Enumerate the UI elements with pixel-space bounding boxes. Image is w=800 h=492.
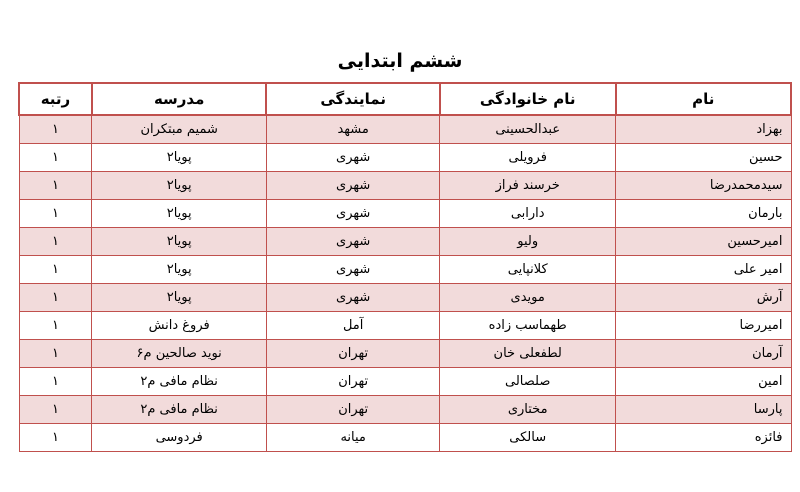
table-row — [19, 171, 791, 199]
cell-city: تهران — [266, 367, 439, 395]
cell-family: خرسند فراز — [440, 171, 616, 199]
cell-name: پارسا — [616, 395, 791, 423]
header-rank: رتبه — [19, 83, 92, 115]
table-row — [19, 199, 791, 227]
page-title: ششم ابتدایی — [337, 50, 463, 72]
table-body — [19, 115, 791, 451]
cell-city: شهری — [266, 227, 439, 255]
table-row — [19, 367, 791, 395]
cell-name: سیدمحمدرضا — [616, 171, 791, 199]
cell-family: لطفعلی خان — [440, 339, 616, 367]
cell-school: پویا۲ — [92, 283, 267, 311]
cell-school: نوید صالحین م۶ — [92, 339, 267, 367]
cell-rank: ۱ — [19, 143, 92, 171]
header-family: نام خانوادگی — [440, 83, 616, 115]
header-name: نام — [616, 83, 791, 115]
cell-rank: ۱ — [19, 395, 92, 423]
cell-family: کلانپایی — [440, 255, 616, 283]
table-row — [19, 283, 791, 311]
cell-name: امین — [616, 367, 791, 395]
cell-school: پویا۲ — [92, 143, 267, 171]
cell-rank: ۱ — [19, 227, 92, 255]
cell-city: مشهد — [266, 115, 439, 143]
cell-city: شهری — [266, 143, 439, 171]
table-row — [19, 339, 791, 367]
cell-name: امیرحسین — [616, 227, 791, 255]
cell-city: آمل — [266, 311, 439, 339]
cell-school: فردوسی — [92, 423, 267, 451]
cell-family: سالکی — [440, 423, 616, 451]
header-school: مدرسه — [92, 83, 267, 115]
cell-rank: ۱ — [19, 199, 92, 227]
table-header-row — [19, 83, 791, 115]
cell-rank: ۱ — [19, 171, 92, 199]
table-row — [19, 395, 791, 423]
cell-rank: ۱ — [19, 283, 92, 311]
cell-family: فرویلی — [440, 143, 616, 171]
cell-name: امیررضا — [616, 311, 791, 339]
cell-name: حسین — [616, 143, 791, 171]
cell-family: عبدالحسینی — [440, 115, 616, 143]
cell-school: پویا۲ — [92, 255, 267, 283]
results-table — [18, 82, 792, 452]
cell-city: شهری — [266, 199, 439, 227]
cell-city: تهران — [266, 339, 439, 367]
cell-rank: ۱ — [19, 423, 92, 451]
cell-family: مویدی — [440, 283, 616, 311]
cell-school: پویا۲ — [92, 171, 267, 199]
cell-city: شهری — [266, 255, 439, 283]
cell-rank: ۱ — [19, 115, 92, 143]
cell-family: دارابی — [440, 199, 616, 227]
cell-school: شمیم مبتکران — [92, 115, 267, 143]
cell-name: بهزاد — [616, 115, 791, 143]
cell-school: فروغ دانش — [92, 311, 267, 339]
table-row — [19, 227, 791, 255]
cell-name: آرمان — [616, 339, 791, 367]
cell-name: بارمان — [616, 199, 791, 227]
cell-rank: ۱ — [19, 367, 92, 395]
cell-name: امیر علی — [616, 255, 791, 283]
cell-rank: ۱ — [19, 311, 92, 339]
table-row — [19, 143, 791, 171]
table-row — [19, 311, 791, 339]
cell-family: طهماسب زاده — [440, 311, 616, 339]
cell-school: نظام مافی م۲ — [92, 367, 267, 395]
table-row — [19, 255, 791, 283]
cell-city: میانه — [266, 423, 439, 451]
table-row — [19, 115, 791, 143]
cell-school: نظام مافی م۲ — [92, 395, 267, 423]
table-row — [19, 423, 791, 451]
cell-rank: ۱ — [19, 339, 92, 367]
cell-family: مختاری — [440, 395, 616, 423]
header-city: نمایندگی — [266, 83, 439, 115]
cell-school: پویا۲ — [92, 199, 267, 227]
cell-city: شهری — [266, 171, 439, 199]
cell-rank: ۱ — [19, 255, 92, 283]
cell-family: ولیو — [440, 227, 616, 255]
cell-city: تهران — [266, 395, 439, 423]
cell-name: فائزه — [616, 423, 791, 451]
cell-family: صلصالی — [440, 367, 616, 395]
cell-school: پویا۲ — [92, 227, 267, 255]
cell-city: شهری — [266, 283, 439, 311]
cell-name: آرش — [616, 283, 791, 311]
